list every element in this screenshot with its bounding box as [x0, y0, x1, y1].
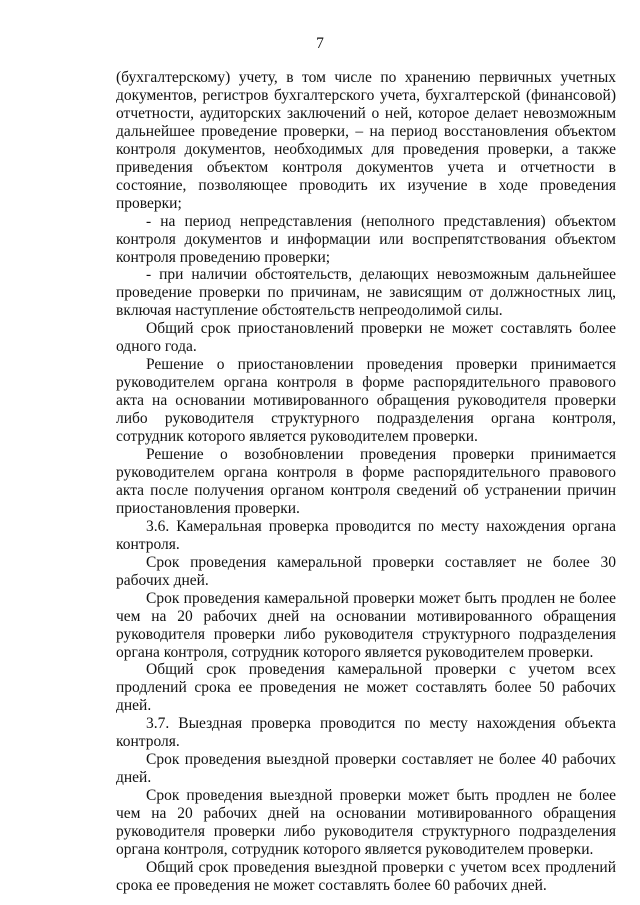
paragraph-field-audit-extension: Срок проведения выездной проверки может быть продлен не более чем на 20 рабочих дней на основании мотивированного обращения руководителя проверки либо руководителя структурного подразделения органа контроля, сотрудник которого является руководителем проверки.: [116, 787, 616, 858]
paragraph-resumption-decision: Решение о возобновлении проведения проверки принимается руководителем органа контроля в форме распорядительного правового акта после получения органом контроля сведений об устранении причин приостановления проверки.: [116, 446, 616, 517]
page-number: 7: [316, 35, 324, 52]
paragraph-desk-audit-term: Срок проведения камеральной проверки составляет не более 30 рабочих дней.: [116, 553, 616, 589]
document-body: [116, 69, 616, 895]
paragraph-desk-audit-total-term: Общий срок проведения камеральной проверки с учетом всех продлений срока ее проведения не может составлять более 50 рабочих дней.: [116, 661, 616, 715]
list-item-suspension-reason: - при наличии обстоятельств, делающих невозможным дальнейшее проведение проверки по причинам, не зависящим от должностных лиц, включая наступление обстоятельств непреодолимой силы.: [116, 266, 616, 320]
paragraph-field-audit-total-term: Общий срок проведения выездной проверки с учетом всех продлений срока ее проведения не может составлять более 60 рабочих дней.: [116, 858, 616, 894]
paragraph-field-audit-term: Срок проведения выездной проверки составляет не более 40 рабочих дней.: [116, 751, 616, 787]
paragraph-total-suspension-term: Общий срок приостановлений проверки не может составлять более одного года.: [116, 320, 616, 356]
paragraph-desk-audit-extension: Срок проведения камеральной проверки может быть продлен не более чем на 20 рабочих дней на основании мотивированного обращения руководителя проверки либо руководителя структурного подразделения органа контроля, сотрудник которого является руководителем проверки.: [116, 589, 616, 661]
list-item-suspension-reason: - на период непредставления (неполного представления) объектом контроля документов и информации или воспрепятствования объектом контроля проведению проверки;: [116, 212, 616, 266]
paragraph-section-3-6: 3.6. Камеральная проверка проводится по месту нахождения органа контроля.: [116, 517, 616, 553]
paragraph-section-3-7: 3.7. Выездная проверка проводится по месту нахождения объекта контроля.: [116, 715, 616, 751]
paragraph-continuation: (бухгалтерскому) учету, в том числе по хранению первичных учетных документов, регистров бухгалтерского учета, бухгалтерской (финансовой) отчетности, аудиторских заключений о ней, которое делает невозможным дальнейшее проведение проверки, – на период восстановления объектом контроля документов, необходимых для проведения проверки, а также приведения объектом контроля документов учета и отчетности в состояние, позволяющее проводить их изучение в ходе проведения проверки;: [116, 69, 616, 212]
paragraph-suspension-decision: Решение о приостановлении проведения проверки принимается руководителем органа контроля в форме распорядительного правового акта на основании мотивированного обращения руководителя проверки либо руководителя структурного подразделения органа контроля, сотрудник которого является руководителем проверки.: [116, 356, 616, 446]
